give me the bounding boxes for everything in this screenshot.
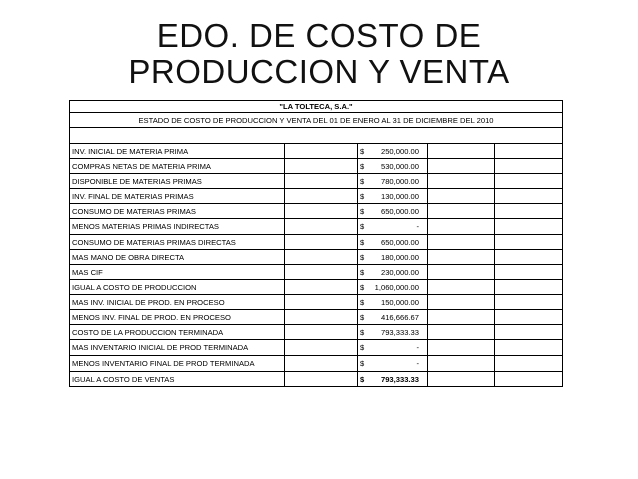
empty-cell: [495, 204, 563, 219]
empty-cell: [285, 204, 358, 219]
currency-symbol: $: [360, 222, 365, 231]
empty-cell: [495, 340, 563, 356]
empty-cell: [428, 250, 495, 265]
row-amount-cell: [358, 219, 428, 235]
table-row: [70, 372, 563, 387]
empty-cell: [285, 310, 358, 325]
currency-symbol: $: [360, 343, 365, 352]
row-amount: 250,000.00: [380, 146, 419, 156]
row-amount: -: [416, 359, 419, 368]
row-amount: 130,000.00: [380, 191, 419, 201]
empty-cell: [428, 204, 495, 219]
currency-symbol: $: [360, 161, 365, 171]
empty-cell: [495, 295, 563, 310]
row-amount: -: [416, 343, 419, 352]
empty-cell: [495, 144, 563, 159]
row-amount: 416,666.67: [380, 312, 419, 322]
table-row: [70, 144, 563, 159]
company-row: [70, 101, 563, 113]
row-amount-cell: [358, 280, 428, 295]
empty-cell: [428, 235, 495, 250]
table-row: [70, 174, 563, 189]
spacer-cell: [70, 128, 563, 144]
row-amount: 230,000.00: [380, 267, 419, 277]
subtitle-row: [70, 113, 563, 128]
table-row: [70, 310, 563, 325]
empty-cell: [495, 219, 563, 235]
row-amount: 793,333.33: [380, 327, 419, 337]
row-label: MAS INVENTARIO INICIAL DE PROD TERMINADA: [70, 340, 285, 356]
empty-cell: [285, 265, 358, 280]
empty-cell: [428, 325, 495, 340]
currency-symbol: $: [360, 359, 365, 368]
table-row: [70, 356, 563, 372]
row-label: MENOS INVENTARIO FINAL DE PROD TERMINADA: [70, 356, 285, 372]
empty-cell: [285, 219, 358, 235]
row-label: MAS CIF: [70, 265, 285, 280]
empty-cell: [285, 189, 358, 204]
empty-cell: [495, 325, 563, 340]
empty-cell: [285, 235, 358, 250]
row-label: MAS INV. INICIAL DE PROD. EN PROCESO: [70, 295, 285, 310]
statement-subtitle: ESTADO DE COSTO DE PRODUCCION Y VENTA DEL 01 DE ENERO AL 31 DE DICIEMBRE DEL 2010: [70, 113, 563, 128]
empty-cell: [285, 250, 358, 265]
currency-symbol: $: [360, 237, 365, 247]
empty-cell: [285, 295, 358, 310]
row-amount-cell: [358, 144, 428, 159]
row-amount-cell: [358, 174, 428, 189]
currency-symbol: $: [360, 312, 365, 322]
row-label: MENOS MATERIAS PRIMAS INDIRECTAS: [70, 219, 285, 235]
empty-cell: [495, 174, 563, 189]
row-label: MENOS INV. FINAL DE PROD. EN PROCESO: [70, 310, 285, 325]
empty-cell: [495, 250, 563, 265]
row-label: DISPONIBLE DE MATERIAS PRIMAS: [70, 174, 285, 189]
empty-cell: [428, 340, 495, 356]
row-label: CONSUMO DE MATERIAS PRIMAS DIRECTAS: [70, 235, 285, 250]
row-amount-cell: [358, 372, 428, 387]
row-label: INV. FINAL DE MATERIAS PRIMAS: [70, 189, 285, 204]
table-row: [70, 189, 563, 204]
table-row: [70, 235, 563, 250]
table-row: [70, 325, 563, 340]
row-amount: -: [416, 222, 419, 231]
empty-cell: [495, 280, 563, 295]
table-row: [70, 265, 563, 280]
row-label: IGUAL A COSTO DE VENTAS: [70, 372, 285, 387]
empty-cell: [495, 159, 563, 174]
row-amount: 650,000.00: [380, 206, 419, 216]
row-amount: 780,000.00: [380, 176, 419, 186]
empty-cell: [285, 340, 358, 356]
row-amount-cell: [358, 204, 428, 219]
currency-symbol: $: [360, 191, 365, 201]
currency-symbol: $: [360, 176, 365, 186]
empty-cell: [495, 310, 563, 325]
empty-cell: [428, 372, 495, 387]
row-amount-cell: [358, 325, 428, 340]
table-row: [70, 250, 563, 265]
row-amount-cell: [358, 340, 428, 356]
row-amount-cell: [358, 356, 428, 372]
row-amount: 650,000.00: [380, 237, 419, 247]
statement-rows: [70, 144, 563, 387]
empty-cell: [285, 356, 358, 372]
empty-cell: [285, 280, 358, 295]
currency-symbol: $: [360, 297, 365, 307]
row-label: CONSUMO DE MATERIAS PRIMAS: [70, 204, 285, 219]
row-amount-cell: [358, 310, 428, 325]
row-amount: 150,000.00: [380, 297, 419, 307]
empty-cell: [428, 219, 495, 235]
empty-cell: [285, 174, 358, 189]
currency-symbol: $: [360, 327, 365, 337]
empty-cell: [495, 235, 563, 250]
table-row: [70, 340, 563, 356]
empty-cell: [495, 189, 563, 204]
empty-cell: [285, 325, 358, 340]
empty-cell: [285, 144, 358, 159]
company-name: "LA TOLTECA, S.A.": [70, 101, 563, 113]
row-amount-cell: [358, 159, 428, 174]
table-row: [70, 280, 563, 295]
empty-cell: [428, 265, 495, 280]
empty-cell: [495, 356, 563, 372]
row-amount-cell: [358, 189, 428, 204]
empty-cell: [428, 356, 495, 372]
row-label: COSTO DE LA PRODUCCION TERMINADA: [70, 325, 285, 340]
cost-statement-table: [69, 100, 563, 387]
row-label: IGUAL A COSTO DE PRODUCCION: [70, 280, 285, 295]
slide-title: EDO. DE COSTO DE PRODUCCION Y VENTA: [128, 17, 510, 90]
row-amount-cell: [358, 265, 428, 280]
table-row: [70, 295, 563, 310]
currency-symbol: $: [360, 252, 365, 262]
empty-cell: [285, 372, 358, 387]
empty-cell: [428, 310, 495, 325]
table-row: [70, 219, 563, 235]
row-label: MAS MANO DE OBRA DIRECTA: [70, 250, 285, 265]
currency-symbol: $: [360, 206, 365, 216]
row-amount: 1,060,000.00: [374, 282, 419, 292]
currency-symbol: $: [360, 282, 365, 292]
row-amount: 530,000.00: [380, 161, 419, 171]
empty-cell: [428, 144, 495, 159]
currency-symbol: $: [360, 374, 365, 384]
empty-cell: [428, 280, 495, 295]
empty-cell: [495, 265, 563, 280]
row-amount-cell: [358, 295, 428, 310]
empty-cell: [495, 372, 563, 387]
currency-symbol: $: [360, 267, 365, 277]
row-label: INV. INICIAL DE MATERIA PRIMA: [70, 144, 285, 159]
empty-cell: [428, 159, 495, 174]
table-row: [70, 204, 563, 219]
row-amount: 793,333.33: [380, 374, 419, 384]
spacer-row: [70, 128, 563, 144]
table-row: [70, 159, 563, 174]
currency-symbol: $: [360, 146, 365, 156]
empty-cell: [428, 189, 495, 204]
row-amount: 180,000.00: [380, 252, 419, 262]
empty-cell: [428, 174, 495, 189]
row-amount-cell: [358, 235, 428, 250]
empty-cell: [285, 159, 358, 174]
empty-cell: [428, 295, 495, 310]
row-amount-cell: [358, 250, 428, 265]
row-label: COMPRAS NETAS DE MATERIA PRIMA: [70, 159, 285, 174]
